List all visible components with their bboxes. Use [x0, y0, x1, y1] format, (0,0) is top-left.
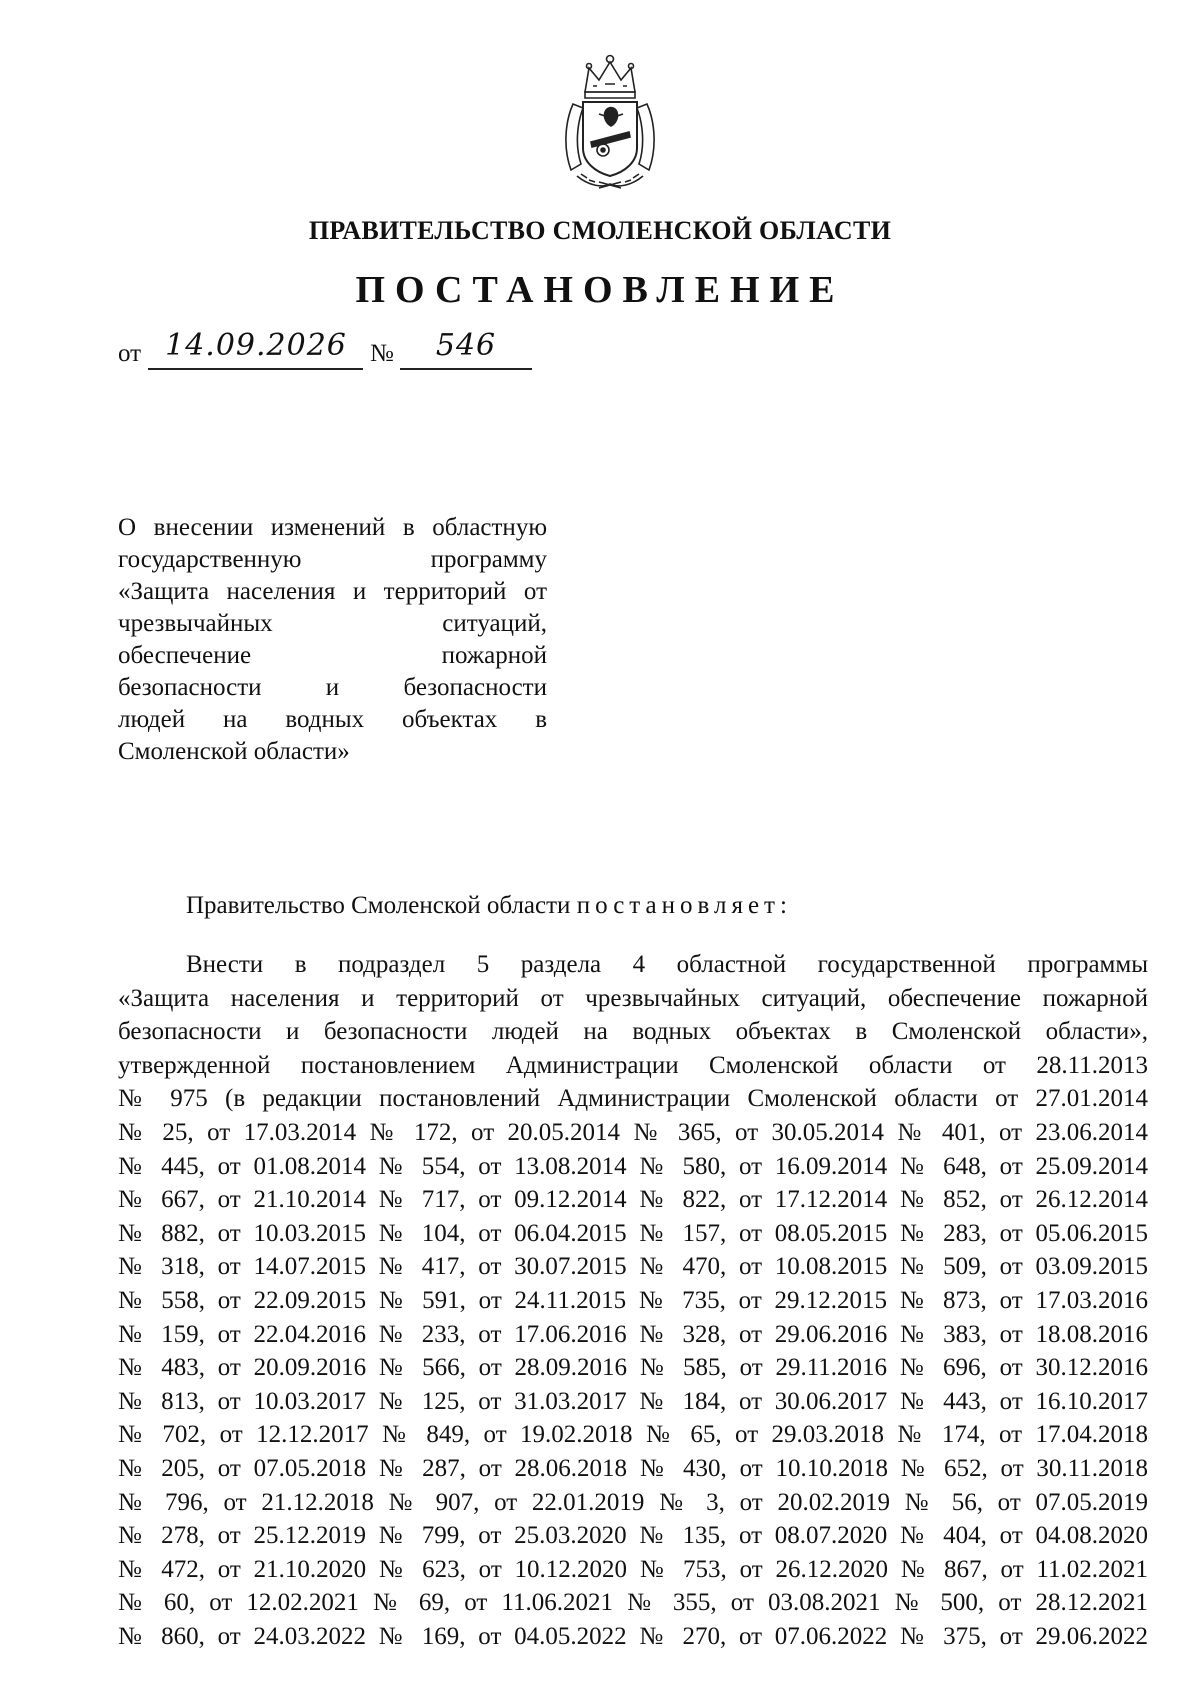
- body-line: Внести в подраздел 5 раздела 4 областной государственной программы: [186, 951, 1148, 978]
- body-line: № 558, от 22.09.2015 № 591, от 24.11.2015 № 735, от 29.12.2015 № 873, от 17.03.2016: [118, 1286, 1148, 1314]
- body-line: № 159, от 22.04.2016 № 233, от 17.06.2016 № 328, от 29.06.2016 № 383, от 18.08.2016: [118, 1320, 1148, 1348]
- date-label: от: [118, 340, 142, 367]
- preamble-resolves: постановляет:: [576, 892, 792, 919]
- body-line: № 318, от 14.07.2015 № 417, от 30.07.2015 № 470, от 10.08.2015 № 509, от 03.09.2015: [118, 1253, 1148, 1281]
- number-underline: [400, 368, 532, 370]
- document-subject: [118, 512, 547, 768]
- subject-line: обеспечение пожарной: [118, 642, 547, 669]
- subject-line: чрезвычайных ситуаций,: [118, 610, 547, 637]
- subject-line: государственную программу: [118, 546, 547, 573]
- coat-of-arms-icon: [555, 52, 665, 190]
- body-line: № 667, от 21.10.2014 № 717, от 09.12.2014 № 822, от 17.12.2014 № 852, от 26.12.2014: [118, 1186, 1148, 1214]
- subject-line: О внесении изменений в областную: [118, 514, 547, 541]
- number-value: 546: [435, 328, 497, 363]
- subject-line: «Защита населения и территорий от: [118, 578, 547, 605]
- body-line: № 205, от 07.05.2018 № 287, от 28.06.2018 № 430, от 10.10.2018 № 652, от 30.11.2018: [118, 1454, 1148, 1482]
- government-title: ПРАВИТЕЛЬСТВО СМОЛЕНСКОЙ ОБЛАСТИ: [308, 216, 892, 245]
- body-paragraph: [118, 948, 1148, 1653]
- body-line: № 882, от 10.03.2015 № 104, от 06.04.2015 № 157, от 08.05.2015 № 283, от 05.06.2015: [118, 1219, 1148, 1247]
- body-line: № 702, от 12.12.2017 № 849, от 19.02.2018 № 65, от 29.03.2018 № 174, от 17.04.2018: [118, 1421, 1148, 1449]
- body-line: № 25, от 17.03.2014 № 172, от 20.05.2014 № 365, от 30.05.2014 № 401, от 23.06.2014: [118, 1118, 1148, 1146]
- subject-line: Смоленской области»: [118, 738, 350, 765]
- body-line: утвержденной постановлением Администрации Смоленской области от 28.11.2013: [118, 1051, 1148, 1079]
- date-number-line: [118, 328, 538, 372]
- body-line: № 796, от 21.12.2018 № 907, от 22.01.2019 № 3, от 20.02.2019 № 56, от 07.05.2019: [118, 1488, 1148, 1516]
- date-value: 14.09.2026: [165, 328, 347, 363]
- body-line: «Защита населения и территорий от чрезвычайных ситуаций, обеспечение пожарной: [118, 984, 1148, 1012]
- body-line: № 860, от 24.03.2022 № 169, от 04.05.2022 № 270, от 07.06.2022 № 375, от 29.06.2022: [118, 1622, 1148, 1650]
- subject-line: людей на водных объектах в: [118, 706, 547, 733]
- document-type: ПОСТАНОВЛЕНИЕ: [355, 269, 845, 311]
- body-line: № 483, от 20.09.2016 № 566, от 28.09.2016 № 585, от 29.11.2016 № 696, от 30.12.2016: [118, 1354, 1148, 1382]
- body-line: № 472, от 21.10.2020 № 623, от 10.12.2020 № 753, от 26.12.2020 № 867, от 11.02.2021: [118, 1555, 1148, 1583]
- preamble: [186, 892, 792, 920]
- body-line: безопасности и безопасности людей на водных объектах в Смоленской области»,: [118, 1018, 1148, 1046]
- body-line: № 813, от 10.03.2017 № 125, от 31.03.2017 № 184, от 30.06.2017 № 443, от 16.10.2017: [118, 1387, 1148, 1415]
- body-line: № 278, от 25.12.2019 № 799, от 25.03.2020 № 135, от 08.07.2020 № 404, от 04.08.2020: [118, 1522, 1148, 1550]
- number-label: №: [370, 340, 394, 367]
- body-line: № 60, от 12.02.2021 № 69, от 11.06.2021 № 355, от 03.08.2021 № 500, от 28.12.2021: [118, 1589, 1148, 1617]
- preamble-lead: Правительство Смоленской области: [186, 892, 571, 919]
- body-line: № 445, от 01.08.2014 № 554, от 13.08.2014 № 580, от 16.09.2014 № 648, от 25.09.2014: [118, 1152, 1148, 1180]
- body-line: № 975 (в редакции постановлений Администрации Смоленской области от 27.01.2014: [118, 1085, 1148, 1113]
- subject-line: безопасности и безопасности: [118, 674, 547, 701]
- date-underline: [148, 368, 363, 370]
